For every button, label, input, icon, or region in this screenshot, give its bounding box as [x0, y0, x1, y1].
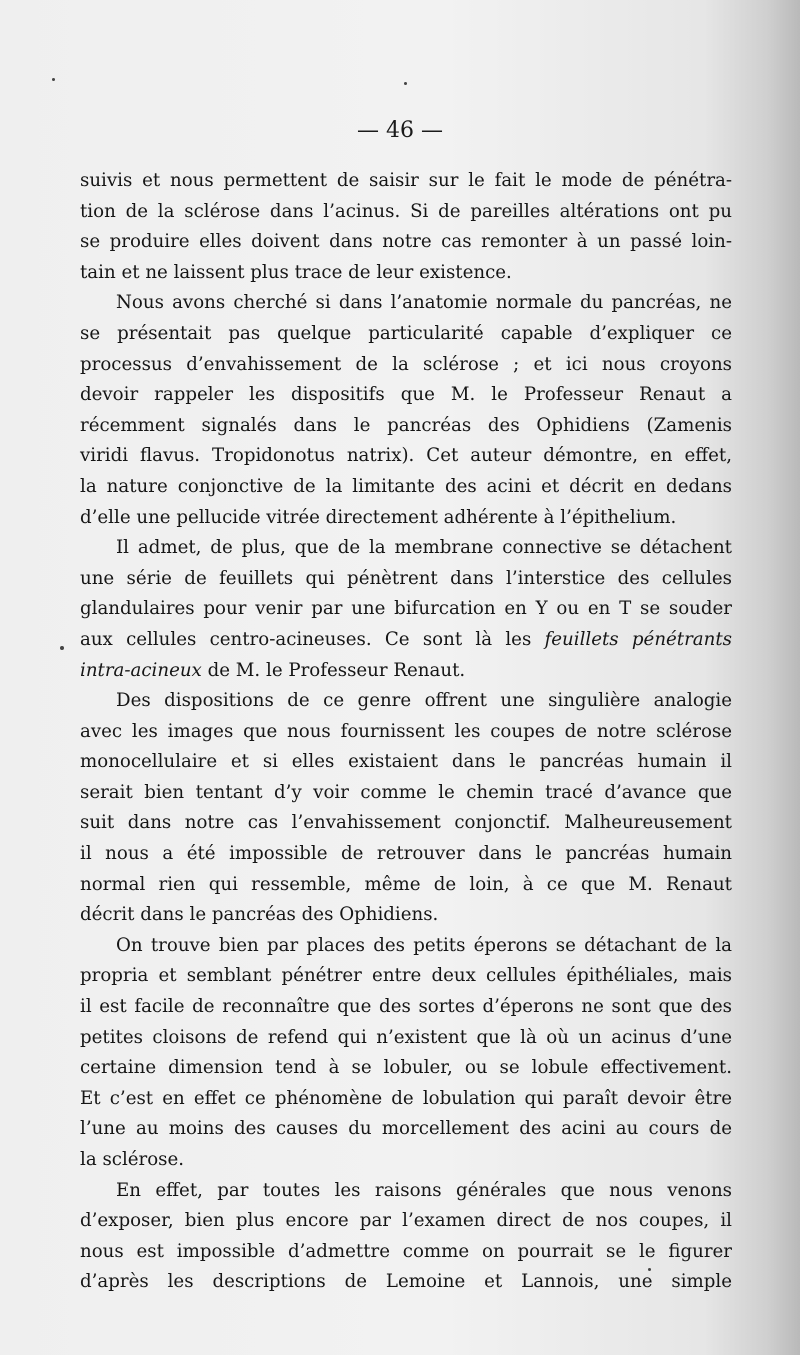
text-line: normal rien qui ressemble, même de loin, à ce que M. Renaut	[80, 873, 732, 895]
text-line: En effet, par toutes les raisons générales que nous venons	[116, 1179, 732, 1201]
scan-speck	[648, 1268, 651, 1271]
text-line: On trouve bien par places des petits éperons se détachant de la	[116, 934, 732, 956]
italic-term: intra-acineux	[80, 659, 202, 681]
text-line: décrit dans le pancréas des Ophidiens.	[80, 904, 439, 926]
text-line: se présentait pas quelque particularité capable d’expliquer ce	[80, 322, 732, 344]
text-line: avec les images que nous fournissent les coupes de notre sclérose	[80, 720, 732, 742]
text-line: propria et semblant pénétrer entre deux cellules épithéliales, mais	[80, 965, 732, 987]
text-line: monocellulaire et si elles existaient dans le pancréas humain il	[80, 751, 732, 773]
text-line: Des dispositions de ce genre offrent une singulière analogie	[116, 690, 732, 712]
text-line: la sclérose.	[80, 1149, 185, 1170]
text-line: glandulaires pour venir par une bifurcation en Y ou en T se souder	[80, 598, 732, 620]
text-line: Nous avons cherché si dans l’anatomie normale du pancréas, ne	[116, 292, 732, 314]
text-line: nous est impossible d’admettre comme on pourrait se le figurer	[80, 1240, 732, 1262]
scan-speck	[404, 82, 407, 85]
text-line: suivis et nous permettent de saisir sur le fait le mode de pénétra-	[80, 170, 732, 191]
body-text	[80, 166, 732, 1298]
text-line: il nous a été impossible de retrouver dans le pancréas humain	[80, 843, 732, 865]
text-line: il est facile de reconnaître que des sortes d’éperons ne sont que des	[80, 996, 732, 1018]
italic-term: feuillets pénétrants	[544, 628, 732, 650]
text-line: viridi flavus. Tropidonotus natrix). Cet auteur démontre, en effet,	[80, 445, 732, 467]
scan-speck	[52, 78, 55, 81]
text-line: d’exposer, bien plus encore par l’examen direct de nos coupes, il	[80, 1210, 732, 1232]
text-line: petites cloisons de refend qui n’existent que là où un acinus d’une	[80, 1026, 732, 1048]
text-line: se produire elles doivent dans notre cas remonter à un passé loin-	[80, 231, 732, 253]
text-segment: de M. le Professeur Renaut.	[207, 659, 466, 681]
text-line: certaine dimension tend à se lobuler, ou se lobule effectivement.	[80, 1057, 732, 1079]
text-line	[80, 656, 732, 687]
text-line	[80, 625, 732, 656]
text-line: devoir rappeler les dispositifs que M. le Professeur Renaut a	[80, 384, 732, 406]
text-line: tion de la sclérose dans l’acinus. Si de pareilles altérations ont pu	[80, 200, 732, 222]
text-segment: aux cellules centro-acineuses. Ce sont là les	[80, 628, 545, 650]
text-line: d’après les descriptions de Lemoine et Lannois, une simple	[80, 1271, 732, 1293]
text-line: serait bien tentant d’y voir comme le chemin tracé d’avance que	[80, 781, 732, 803]
text-line: une série de feuillets qui pénètrent dans l’interstice des cellules	[80, 567, 732, 589]
text-line: Et c’est en effet ce phénomène de lobulation qui paraît devoir être	[80, 1087, 732, 1109]
text-line: tain et ne laissent plus trace de leur existence.	[80, 261, 512, 283]
page-number: — 46 —	[357, 118, 443, 143]
text-line: suit dans notre cas l’envahissement conjonctif. Malheureusement	[80, 812, 732, 834]
text-line: récemment signalés dans le pancréas des Ophidiens (Zamenis	[80, 414, 732, 436]
text-line: Il admet, de plus, que de la membrane connective se détachent	[116, 537, 732, 559]
text-line: la nature conjonctive de la limitante des acini et décrit en dedans	[80, 475, 732, 497]
scan-speck	[60, 646, 64, 650]
text-line: d’elle une pellucide vitrée directement adhérente à l’épithelium.	[80, 506, 677, 528]
text-line: l’une au moins des causes du morcellement des acini au cours de	[80, 1118, 732, 1140]
text-line: processus d’envahissement de la sclérose ; et ici nous croyons	[80, 353, 732, 375]
